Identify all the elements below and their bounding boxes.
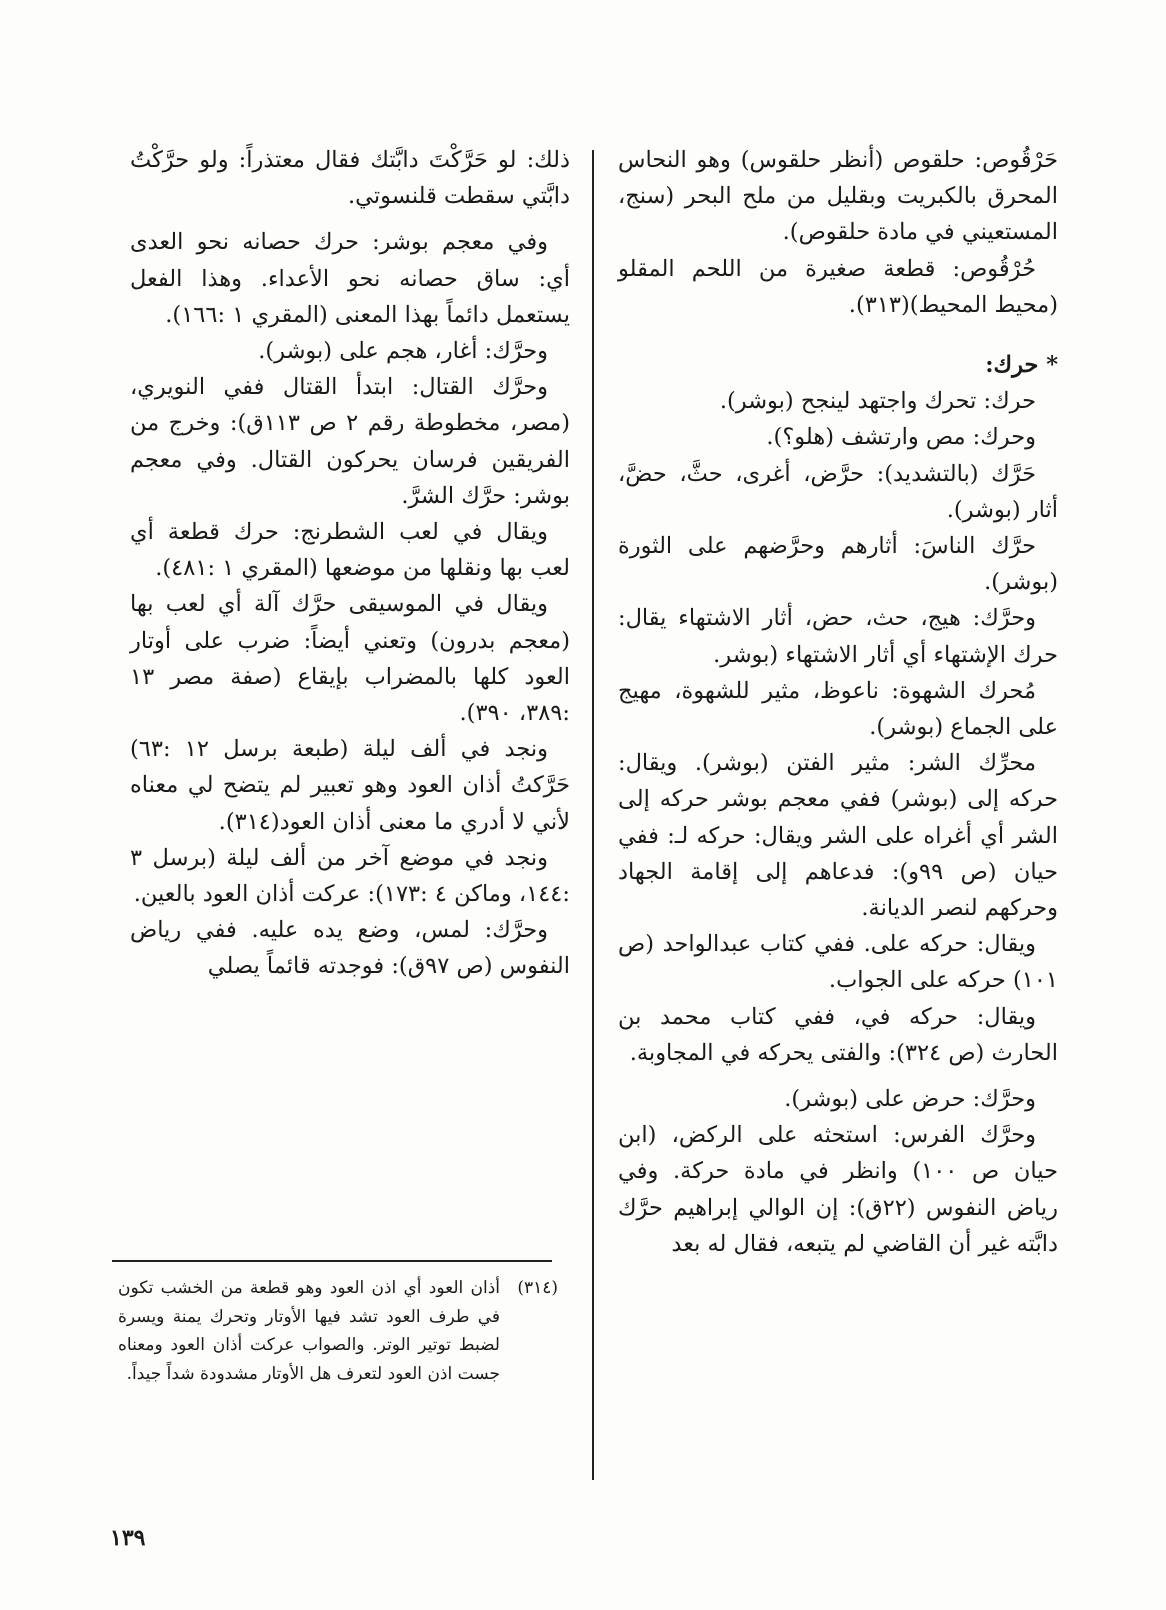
right-text-column xyxy=(618,142,1058,1262)
paragraph: ونجد في موضع آخر من ألف ليلة (برسل ٣ :١٤٤، وماكن ٤ :١٧٣): عركت أذان العود بالعين. xyxy=(130,844,570,908)
paragraph: ذلك: لو حَرَّكْتَ دابَّتك فقال معتذراً: ولو حرَّكْتُ دابَّتي سقطت قلنسوتي. xyxy=(130,147,570,210)
footnote-divider xyxy=(112,1260,552,1262)
entry-heading: * حرك: xyxy=(985,352,1058,379)
footnote-text: أذان العود أي اذن العود وهو قطعة من الخشب تكون في طرف العود تشد فيها الأوتار وتحرك يمنة ويسرة لضبط توتير الوتر. والصواب عركت أذان العود ومعناه جست اذن العود لتعرف هل الأوتار مشدودة شداً جيداً. xyxy=(118,1278,500,1384)
paragraph: وحرَّك: حرض على (بوشر). xyxy=(784,1086,1036,1113)
column-divider xyxy=(592,150,594,1480)
paragraph: حَرَّك (بالتشديد): حرَّض، أغرى، حثَّ، حضَّ، أثار (بوشر). xyxy=(618,460,1058,523)
paragraph: وفي معجم بوشر: حرك حصانه نحو العدى أي: ساق حصانه نحو الأعداء. وهذا الفعل يستعمل دائماً بهذا المعنى (المقري ١ :١٦٦). xyxy=(130,229,570,328)
paragraph: وحرَّك: لمس، وضع يده عليه. ففي رياض النفوس (ص ٩٧ق): فوجدته قائماً يصلي xyxy=(130,917,570,980)
paragraph: وحرَّك الفرس: استحثه على الركض، (ابن حيان ص ١٠٠) وانظر في مادة حركة. وفي رياض النفوس (٢٢ق): إن الوالي إبراهيم حرَّك دابَّته غير أن القاضي لم يتبعه، فقال له بعد xyxy=(618,1122,1059,1257)
paragraph: وحرك: مص وارتشف (هلو؟). xyxy=(766,424,1036,451)
paragraph: ويقال في الموسيقى حرَّك آلة أي لعب بها (معجم بدرون) وتعني أيضاً: ضرب على أوتار العود كلها بالمضراب بإيقاع (صفة مصر ١٣ :٣٨٩، ٣٩٠). xyxy=(130,591,570,727)
paragraph: حرك: تحرك واجتهد لينجح (بوشر). xyxy=(719,388,1036,415)
paragraph: مُحرك الشهوة: ناعوظ، مثير للشهوة، مهيج على الجماع (بوشر). xyxy=(618,677,1058,741)
paragraph: حُرْقُوص: قطعة صغيرة من اللحم المقلو (محيط المحيط)(٣١٣). xyxy=(618,255,1058,318)
paragraph: محرِّك الشر: مثير الفتن (بوشر). ويقال: حركه إلى (بوشر) ففي معجم بوشر حركه إلى الشر أي أغراه على الشر ويقال: حركه لـ: ففي حيان (ص ٩٩و): فدعاهم إلى إقامة الجهاد وحركهم لنصر الديانة. xyxy=(618,750,1058,922)
page-number: ١٣٩ xyxy=(110,1525,146,1551)
paragraph: حرَّك الناسَ: أثارهم وحرَّضهم على الثورة (بوشر). xyxy=(618,533,1058,596)
footnote xyxy=(118,1274,558,1388)
paragraph: ويقال: حركه في، ففي كتاب محمد بن الحارث (ص ٣٢٤): والفتى يحركه في المجاوبة. xyxy=(618,1003,1058,1066)
paragraph: حَرْقُوص: حلقوص (أنظر حلقوس) وهو النحاس المحرق بالكبريت وبقليل من ملح البحر (سنج، المستعيني في مادة حلقوص). xyxy=(618,147,1058,246)
paragraph: وحرَّك القتال: ابتدأ القتال ففي النويري، (مصر، مخطوطة رقم ٢ ص ١١٣ق): وخرج من الفريقين فرسان يحركون القتال. وفي معجم بوشر: حرَّك الشرَّ. xyxy=(130,374,570,509)
paragraph: ونجد في ألف ليلة (طبعة برسل ١٢ :٦٣) حَرَّكتُ أذان العود وهو تعبير لم يتضح لي معناه لأني لا أدري ما معنى أذان العود(٣١٤). xyxy=(130,736,570,835)
paragraph: وحرَّك: هيج، حث، حض، أثار الاشتهاء يقال: حرك الإشتهاء أي أثار الاشتهاء (بوشر. xyxy=(618,605,1058,668)
left-text-column xyxy=(130,142,570,985)
footnote-number: (٣١٤) xyxy=(517,1278,558,1298)
paragraph: وحرَّك: أغار، هجم على (بوشر). xyxy=(258,338,548,365)
paragraph: ويقال في لعب الشطرنج: حرك قطعة أي لعب بها ونقلها من موضعها (المقري ١ :٤٨١). xyxy=(130,519,570,582)
paragraph: ويقال: حركه على. ففي كتاب عبدالواحد (ص ١٠١) حركه على الجواب. xyxy=(618,931,1058,994)
